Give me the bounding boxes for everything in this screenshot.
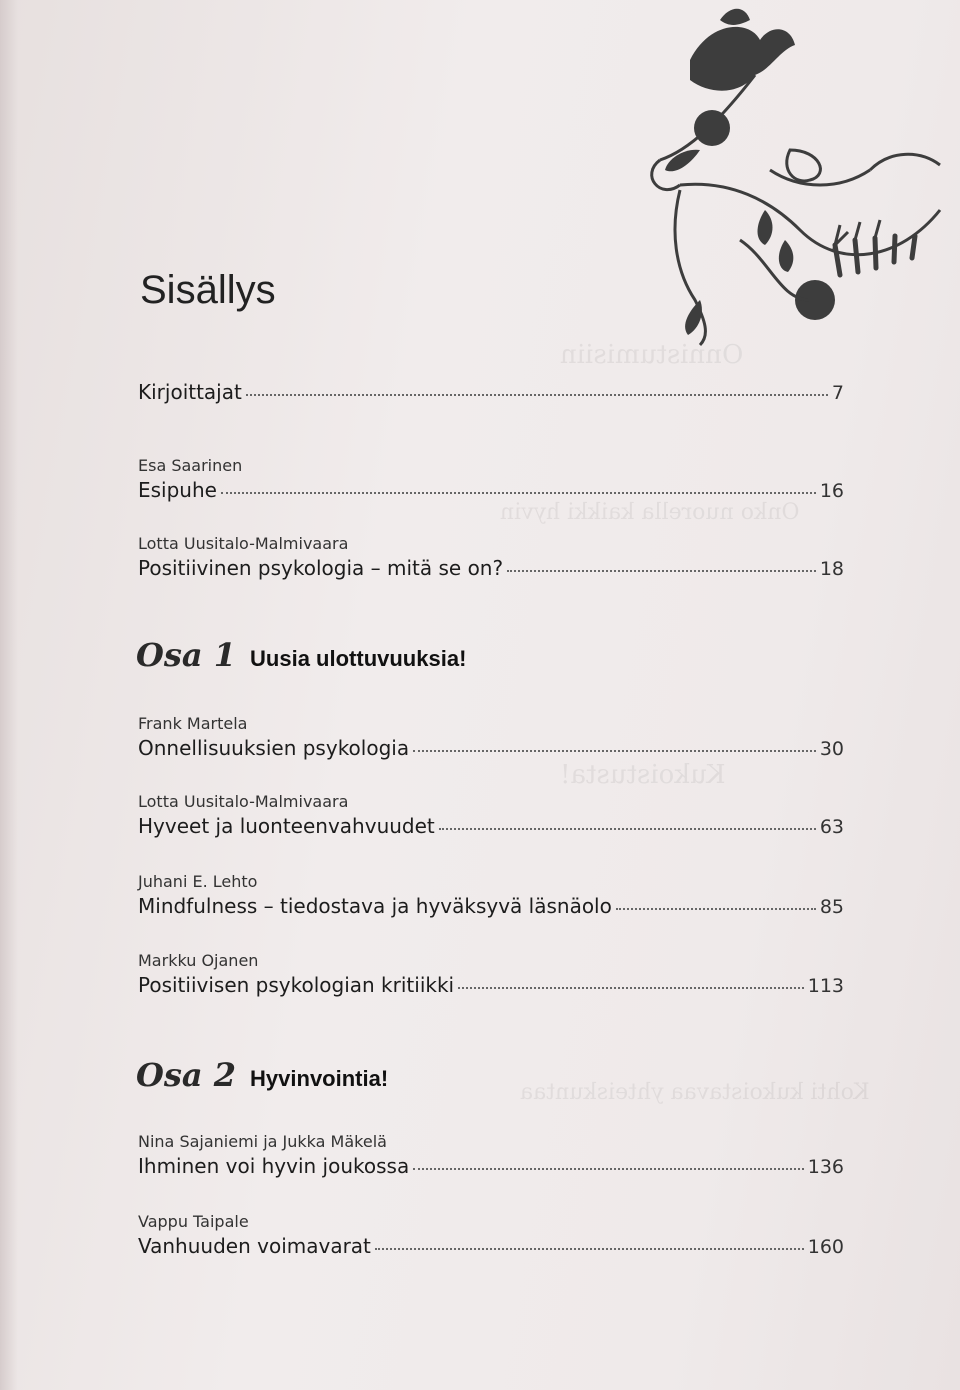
dot-leader <box>507 570 816 572</box>
toc-entry[interactable] <box>138 951 844 997</box>
dot-leader <box>221 492 816 494</box>
page-number: 7 <box>831 382 844 404</box>
entry-title: Hyveet ja luonteenvahvuudet <box>138 814 435 838</box>
part-label: Osa 2 <box>136 1056 237 1094</box>
entry-author: Lotta Uusitalo-Malmivaara <box>138 792 349 811</box>
entry-author: Markku Ojanen <box>138 951 259 970</box>
toc-entry[interactable] <box>138 714 844 760</box>
toc-entry[interactable] <box>138 534 844 580</box>
entry-title: Positiivisen psykologian kritiikki <box>138 973 455 997</box>
toc-entry[interactable] <box>138 872 844 918</box>
toc-entry[interactable] <box>138 1132 844 1178</box>
entry-title: Kirjoittajat <box>138 380 242 404</box>
entry-title: Onnellisuuksien psykologia <box>138 736 410 760</box>
entry-author: Esa Saarinen <box>138 456 243 475</box>
entry-author: Nina Sajaniemi ja Jukka Mäkelä <box>138 1132 387 1151</box>
dot-leader <box>616 908 816 910</box>
entry-title: Esipuhe <box>138 478 217 502</box>
toc-entry[interactable] <box>138 380 844 404</box>
page-spine-shadow <box>0 0 18 1390</box>
toc-entry[interactable] <box>138 792 844 838</box>
floral-ornament-icon <box>540 0 960 360</box>
toc-entry[interactable] <box>138 1212 844 1258</box>
part-title: Uusia ulottuvuuksia! <box>250 646 467 671</box>
part-heading <box>136 1056 388 1094</box>
entry-title: Positiivinen psykologia – mitä se on? <box>138 556 504 580</box>
toc-entry[interactable] <box>138 456 844 502</box>
dot-leader <box>246 394 828 396</box>
entry-author: Vappu Taipale <box>138 1212 249 1231</box>
page-number: 16 <box>819 480 844 502</box>
entry-title: Vanhuuden voimavarat <box>138 1234 371 1258</box>
bleed-through-text: Kukoistusta! <box>560 760 726 790</box>
part-label: Osa 1 <box>136 636 237 674</box>
page-number: 113 <box>807 975 844 997</box>
part-heading <box>136 636 466 674</box>
page-number: 63 <box>819 816 844 838</box>
dot-leader <box>413 750 816 752</box>
dot-leader <box>413 1168 804 1170</box>
page-number: 18 <box>819 558 844 580</box>
page-number: 85 <box>819 896 844 918</box>
entry-title: Ihminen voi hyvin joukossa <box>138 1154 410 1178</box>
bleed-through-text: Onnistumisiin <box>560 340 744 370</box>
page-number: 30 <box>819 738 844 760</box>
bleed-through-text: Onko nuorella kaikki hyvin <box>500 500 800 525</box>
entry-author: Frank Martela <box>138 714 248 733</box>
page-number: 160 <box>807 1236 844 1258</box>
page-number: 136 <box>807 1156 844 1178</box>
dot-leader <box>375 1248 804 1250</box>
part-title: Hyvinvointia! <box>250 1066 389 1091</box>
toc-title: Sisällys <box>140 268 276 312</box>
bleed-through-text: Kohti kukoistavaa yhteiskuntaa <box>520 1080 870 1105</box>
entry-title: Mindfulness – tiedostava ja hyväksyvä läsnäolo <box>138 894 612 918</box>
entry-author: Juhani E. Lehto <box>138 872 258 891</box>
entry-author: Lotta Uusitalo-Malmivaara <box>138 534 349 553</box>
dot-leader <box>458 987 804 989</box>
dot-leader <box>439 828 816 830</box>
